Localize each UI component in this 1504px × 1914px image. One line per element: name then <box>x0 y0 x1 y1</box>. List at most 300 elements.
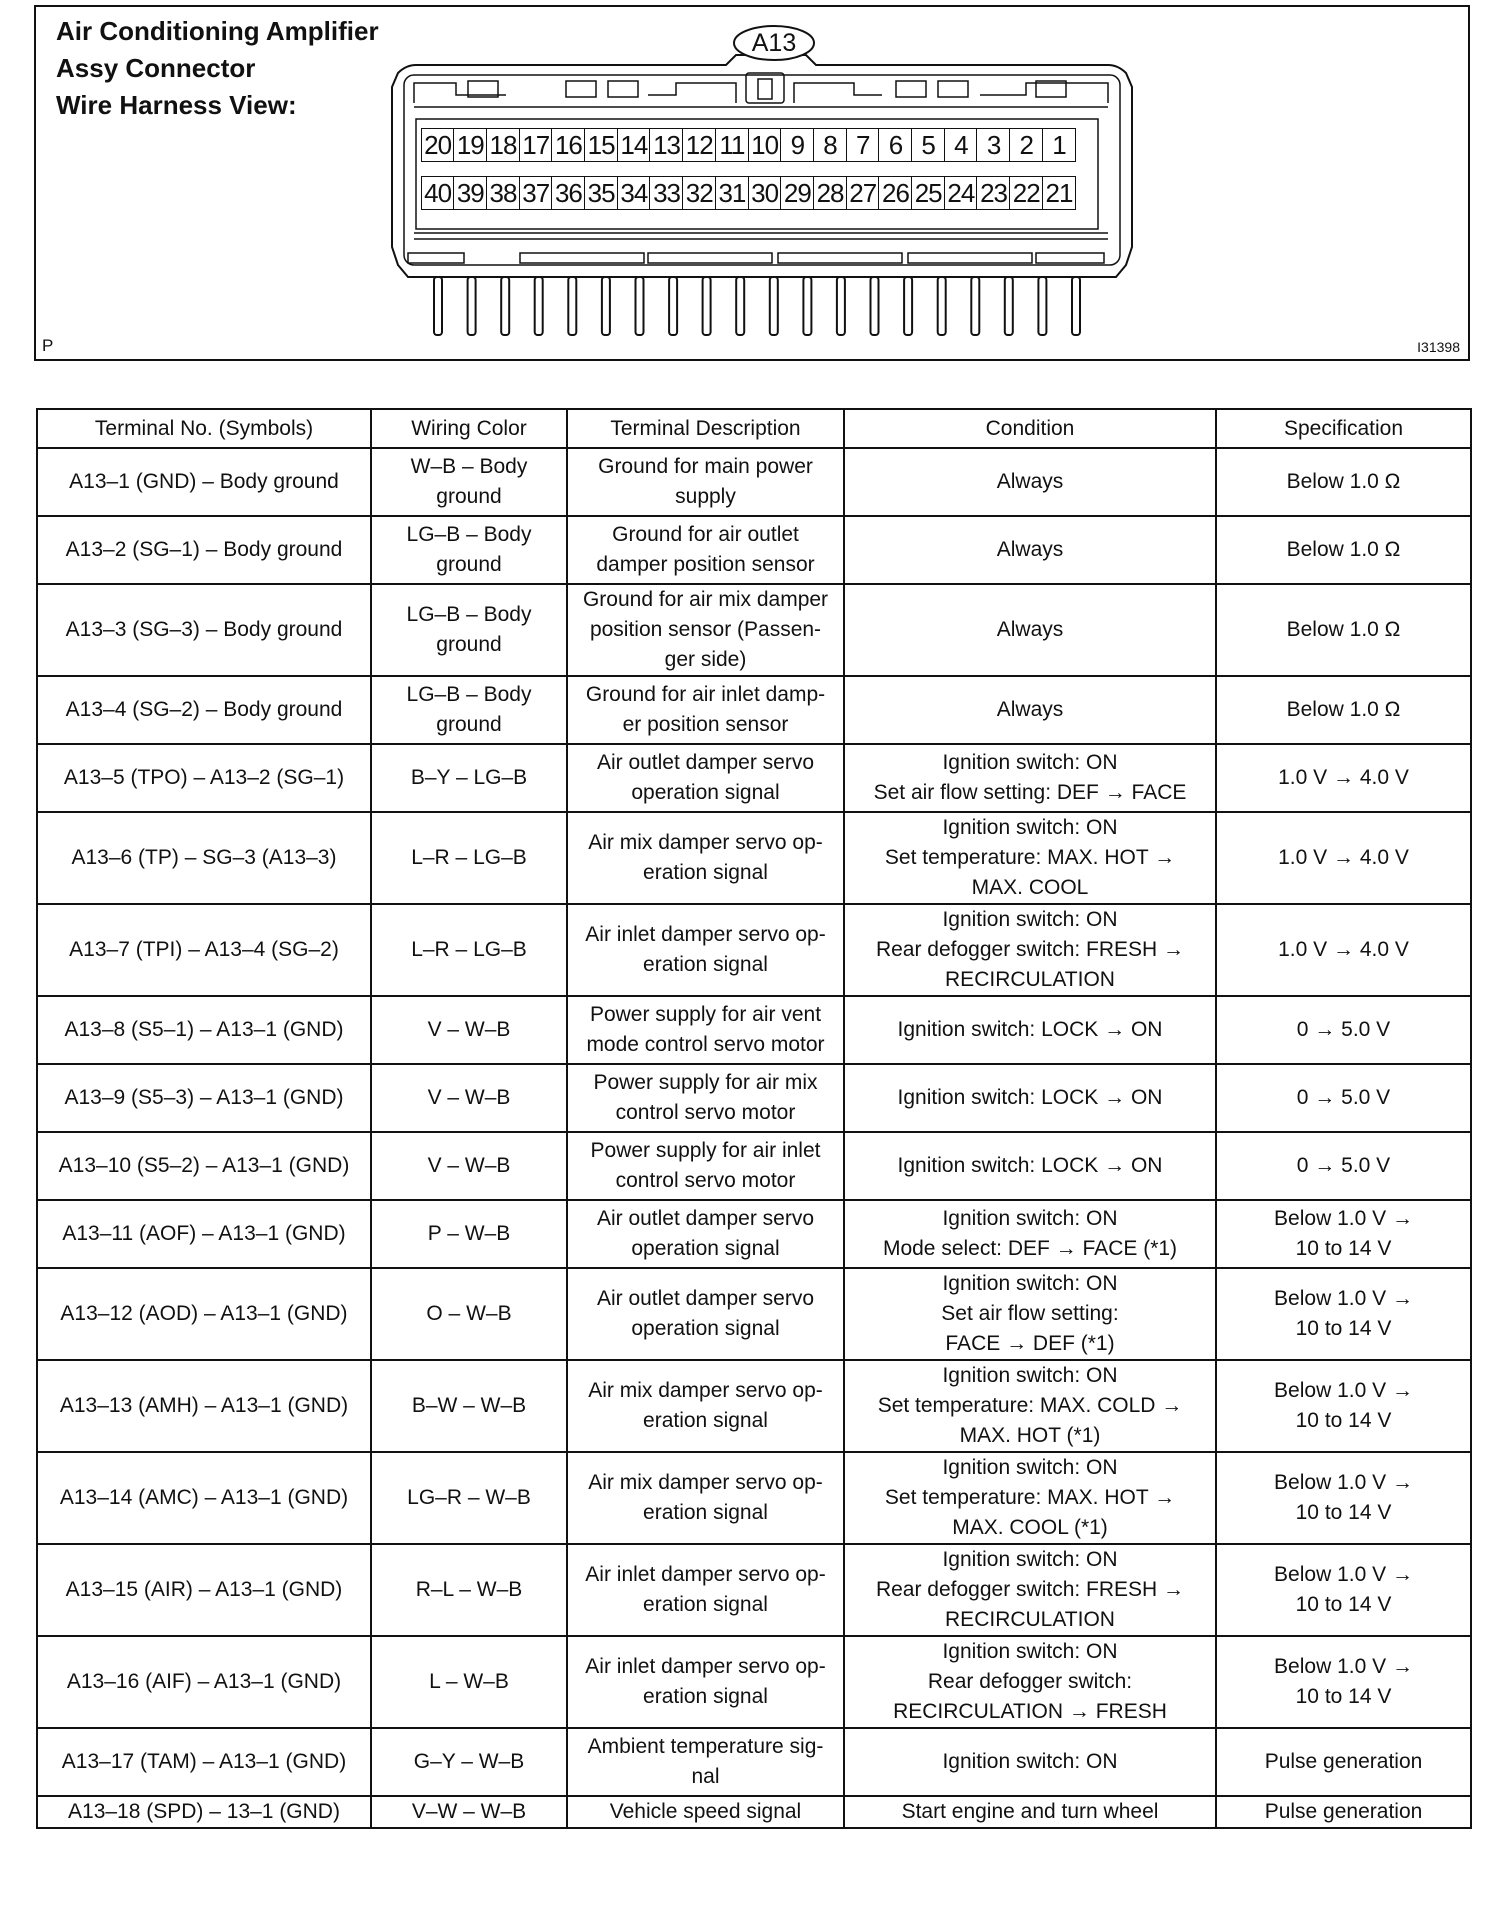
pin-number-cell: 9 <box>780 128 814 162</box>
cell-text-line: W–B – Body <box>410 455 528 478</box>
table-row <box>37 1200 1471 1268</box>
cell-text-line: Ignition switch: LOCK → ON <box>897 1018 1163 1041</box>
table-row <box>37 676 1471 744</box>
cell-terminal <box>37 1636 371 1728</box>
pin-number-cell: 1 <box>1042 128 1076 162</box>
cell-terminal <box>37 812 371 904</box>
cell-text-line: Ignition switch: ON <box>942 751 1118 774</box>
cell-text-line: Ignition switch: ON <box>942 1207 1118 1230</box>
cell-text-line: Set temperature: MAX. HOT → <box>884 846 1176 869</box>
cell-text-line: 1.0 V → 4.0 V <box>1278 766 1409 789</box>
cell-text-line: G–Y – W–B <box>413 1750 525 1773</box>
cell-condition <box>844 584 1216 676</box>
cell-text-line: 1.0 V → 4.0 V <box>1278 938 1409 961</box>
cell-terminal <box>37 676 371 744</box>
cell-terminal-description <box>567 744 844 812</box>
cell-specification <box>1216 1636 1471 1728</box>
cell-text-line: B–W – W–B <box>411 1394 527 1417</box>
cell-terminal-description <box>567 1200 844 1268</box>
cell-wiring-color <box>371 1544 567 1636</box>
pin-number-cell: 16 <box>551 128 585 162</box>
cell-terminal-description <box>567 1796 844 1828</box>
cell-text-line: 0 → 5.0 V <box>1296 1154 1391 1177</box>
cell-text-line: Ignition switch: ON <box>942 1272 1118 1295</box>
cell-text-line: operation signal <box>631 1237 780 1260</box>
cell-terminal <box>37 1360 371 1452</box>
pin-number-cell: 14 <box>617 128 651 162</box>
cell-text-line: Below 1.0 Ω <box>1286 698 1401 721</box>
cell-terminal-description <box>567 448 844 516</box>
cell-text-line: A13–10 (S5–2) – A13–1 (GND) <box>58 1154 350 1177</box>
header-wiring-color: Wiring Color <box>371 409 567 448</box>
table-row <box>37 1728 1471 1796</box>
cell-text-line: A13–8 (S5–1) – A13–1 (GND) <box>64 1018 344 1041</box>
cell-text-line: control servo motor <box>615 1169 796 1192</box>
table-row <box>37 584 1471 676</box>
cell-terminal-description <box>567 1268 844 1360</box>
pin-number-cell: 7 <box>846 128 880 162</box>
cell-terminal-description <box>567 812 844 904</box>
cell-text-line: supply <box>675 485 736 508</box>
cell-specification <box>1216 1268 1471 1360</box>
pin-number-cell: 38 <box>486 176 520 210</box>
pin-number-cell: 33 <box>649 176 683 210</box>
cell-text-line: Ignition switch: ON <box>942 1640 1118 1663</box>
cell-specification <box>1216 1796 1471 1828</box>
pin-number-cell: 30 <box>748 176 782 210</box>
cell-terminal-description <box>567 1636 844 1728</box>
cell-condition <box>844 516 1216 584</box>
connector-label: A13 <box>751 29 797 57</box>
pin-number-cell: 2 <box>1009 128 1043 162</box>
cell-text-line: ground <box>436 713 502 736</box>
pin-lead <box>501 277 509 335</box>
cell-wiring-color <box>371 1132 567 1200</box>
cell-condition <box>844 1636 1216 1728</box>
cell-wiring-color <box>371 1360 567 1452</box>
cell-text-line: Below 1.0 V → <box>1274 1563 1413 1586</box>
cell-specification <box>1216 584 1471 676</box>
cell-condition <box>844 448 1216 516</box>
cell-text-line: Ignition switch: ON <box>942 816 1118 839</box>
cell-terminal <box>37 1268 371 1360</box>
cell-text-line: eration signal <box>643 1685 768 1708</box>
cell-text-line: A13–13 (AMH) – A13–1 (GND) <box>59 1394 349 1417</box>
cell-text-line: Below 1.0 V → <box>1274 1379 1413 1402</box>
cell-text-line: A13–4 (SG–2) – Body ground <box>65 698 343 721</box>
cell-text-line: 0 → 5.0 V <box>1296 1018 1391 1041</box>
cell-text-line: position sensor (Passen- <box>589 618 822 641</box>
cell-text-line: L–R – LG–B <box>411 938 527 961</box>
cell-terminal <box>37 584 371 676</box>
pin-number-cell: 25 <box>911 176 945 210</box>
cell-text-line: FACE → DEF (*1) <box>945 1332 1115 1355</box>
cell-text-line: Pulse generation <box>1264 1800 1423 1823</box>
cell-text-line: Set temperature: MAX. HOT → <box>884 1486 1176 1509</box>
table-row <box>37 448 1471 516</box>
cell-text-line: Ground for air outlet <box>612 523 799 546</box>
cell-text-line: Ambient temperature sig- <box>587 1735 824 1758</box>
cell-specification <box>1216 1728 1471 1796</box>
pin-number-cell: 35 <box>584 176 618 210</box>
cell-text-line: A13–9 (S5–3) – A13–1 (GND) <box>64 1086 344 1109</box>
cell-terminal-description <box>567 1132 844 1200</box>
cell-terminal <box>37 516 371 584</box>
cell-text-line: V – W–B <box>427 1154 511 1177</box>
table-row <box>37 1132 1471 1200</box>
pin-lead <box>535 277 543 335</box>
pin-number-cell: 21 <box>1042 176 1076 210</box>
pin-lead <box>1038 277 1046 335</box>
cell-terminal-description <box>567 584 844 676</box>
pin-number-cell: 27 <box>846 176 880 210</box>
pin-number-cell: 18 <box>486 128 520 162</box>
cell-text-line: A13–1 (GND) – Body ground <box>69 470 339 493</box>
cell-terminal-description <box>567 996 844 1064</box>
cell-text-line: Pulse generation <box>1264 1750 1423 1773</box>
cell-text-line: MAX. COOL <box>971 876 1089 899</box>
pin-lead <box>837 277 845 335</box>
cell-text-line: L–R – LG–B <box>411 846 527 869</box>
cell-text-line: Air mix damper servo op- <box>588 1379 823 1402</box>
cell-text-line: mode control servo motor <box>586 1033 825 1056</box>
cell-wiring-color <box>371 1200 567 1268</box>
cell-condition <box>844 812 1216 904</box>
cell-condition <box>844 1728 1216 1796</box>
cell-terminal-description <box>567 676 844 744</box>
cell-condition <box>844 1360 1216 1452</box>
pin-lead <box>1005 277 1013 335</box>
cell-specification <box>1216 1132 1471 1200</box>
cell-text-line: Ignition switch: ON <box>942 1456 1118 1479</box>
cell-text-line: Ignition switch: ON <box>942 1750 1118 1773</box>
cell-text-line: Power supply for air mix <box>593 1071 818 1094</box>
cell-text-line: P – W–B <box>427 1222 511 1245</box>
cell-text-line: L – W–B <box>429 1670 509 1693</box>
cell-condition <box>844 1452 1216 1544</box>
cell-text-line: 1.0 V → 4.0 V <box>1278 846 1409 869</box>
pin-lead <box>669 277 677 335</box>
pin-number-cell: 36 <box>551 176 585 210</box>
cell-text-line: Rear defogger switch: FRESH → <box>875 938 1185 961</box>
cell-text-line: V–W – W–B <box>411 1800 527 1823</box>
cell-text-line: 10 to 14 V <box>1295 1593 1392 1616</box>
cell-text-line: Ignition switch: ON <box>942 1364 1118 1387</box>
cell-text-line: RECIRCULATION <box>945 968 1115 991</box>
cell-text-line: nal <box>691 1765 720 1788</box>
table-row <box>37 1796 1471 1828</box>
cell-wiring-color <box>371 1728 567 1796</box>
table-row <box>37 1064 1471 1132</box>
cell-text-line: Vehicle speed signal <box>609 1800 802 1823</box>
cell-condition <box>844 1544 1216 1636</box>
pin-number-cell: 22 <box>1009 176 1043 210</box>
cell-condition <box>844 1268 1216 1360</box>
cell-text-line: er position sensor <box>622 713 789 736</box>
cell-text-line: Set air flow setting: <box>941 1302 1119 1325</box>
cell-text-line: Air outlet damper servo <box>596 1287 815 1310</box>
cell-wiring-color <box>371 1064 567 1132</box>
cell-text-line: eration signal <box>643 1409 768 1432</box>
cell-terminal-description <box>567 516 844 584</box>
cell-text-line: 10 to 14 V <box>1295 1237 1392 1260</box>
connector-pin-leads <box>434 277 1080 335</box>
pin-lead <box>971 277 979 335</box>
cell-text-line: Power supply for air inlet <box>590 1139 821 1162</box>
cell-text-line: ger side) <box>664 648 747 671</box>
cell-condition <box>844 676 1216 744</box>
cell-wiring-color <box>371 904 567 996</box>
cell-terminal <box>37 1796 371 1828</box>
cell-wiring-color <box>371 1796 567 1828</box>
cell-text-line: Air outlet damper servo <box>596 1207 815 1230</box>
pin-lead <box>468 277 476 335</box>
cell-specification <box>1216 1360 1471 1452</box>
pin-number-cell: 8 <box>813 128 847 162</box>
cell-specification <box>1216 1452 1471 1544</box>
cell-wiring-color <box>371 676 567 744</box>
cell-text-line: Air inlet damper servo op- <box>585 1655 826 1678</box>
cell-text-line: V – W–B <box>427 1018 511 1041</box>
cell-text-line: A13–18 (SPD) – 13–1 (GND) <box>68 1800 340 1823</box>
cell-text-line: MAX. HOT (*1) <box>959 1424 1101 1447</box>
cell-condition <box>844 904 1216 996</box>
cell-terminal <box>37 448 371 516</box>
pin-lead <box>803 277 811 335</box>
cell-text-line: 10 to 14 V <box>1295 1317 1392 1340</box>
cell-condition <box>844 1064 1216 1132</box>
cell-terminal <box>37 1452 371 1544</box>
pin-lead <box>736 277 744 335</box>
cell-text-line: A13–3 (SG–3) – Body ground <box>65 618 343 641</box>
cell-text-line: Ignition switch: ON <box>942 1548 1118 1571</box>
pin-number-cell: 6 <box>878 128 912 162</box>
diagram-title-line: Air Conditioning Amplifier <box>56 16 379 46</box>
cell-text-line: Start engine and turn wheel <box>901 1800 1159 1823</box>
header-terminal-description: Terminal Description <box>567 409 844 448</box>
pin-number-cell: 26 <box>878 176 912 210</box>
pin-number-cell: 5 <box>911 128 945 162</box>
table-row <box>37 1544 1471 1636</box>
pin-lead <box>770 277 778 335</box>
table-row <box>37 812 1471 904</box>
pin-lead <box>602 277 610 335</box>
header-terminal: Terminal No. (Symbols) <box>37 409 371 448</box>
pin-lead <box>434 277 442 335</box>
cell-specification <box>1216 1544 1471 1636</box>
pin-row-bottom <box>422 176 1076 210</box>
cell-text-line: LG–B – Body <box>406 683 532 706</box>
cell-terminal-description <box>567 904 844 996</box>
cell-text-line: A13–15 (AIR) – A13–1 (GND) <box>65 1578 343 1601</box>
cell-terminal-description <box>567 1064 844 1132</box>
pin-number-cell: 19 <box>453 128 487 162</box>
connector-housing <box>392 55 1132 277</box>
cell-text-line: Below 1.0 Ω <box>1286 618 1401 641</box>
cell-text-line: Air outlet damper servo <box>596 751 815 774</box>
cell-text-line: A13–17 (TAM) – A13–1 (GND) <box>61 1750 347 1773</box>
cell-terminal <box>37 1728 371 1796</box>
cell-specification <box>1216 676 1471 744</box>
cell-specification <box>1216 996 1471 1064</box>
pin-number-cell: 32 <box>682 176 716 210</box>
cell-text-line: A13–16 (AIF) – A13–1 (GND) <box>66 1670 342 1693</box>
cell-text-line: Rear defogger switch: <box>927 1670 1133 1693</box>
cell-text-line: A13–6 (TP) – SG–3 (A13–3) <box>71 846 337 869</box>
cell-text-line: A13–11 (AOF) – A13–1 (GND) <box>62 1222 346 1245</box>
cell-wiring-color <box>371 744 567 812</box>
cell-text-line: Mode select: DEF → FACE (*1) <box>882 1237 1178 1260</box>
cell-specification <box>1216 812 1471 904</box>
cell-text-line: ground <box>436 485 502 508</box>
cell-text-line: LG–B – Body <box>406 603 532 626</box>
pin-number-cell: 40 <box>421 176 455 210</box>
cell-condition <box>844 744 1216 812</box>
cell-terminal <box>37 1200 371 1268</box>
pin-number-cell: 15 <box>584 128 618 162</box>
table-row <box>37 996 1471 1064</box>
cell-terminal <box>37 1544 371 1636</box>
pin-number-cell: 39 <box>453 176 487 210</box>
cell-text-line: ground <box>436 633 502 656</box>
cell-text-line: LG–R – W–B <box>407 1486 531 1509</box>
cell-specification <box>1216 448 1471 516</box>
pin-number-cell: 12 <box>682 128 716 162</box>
pin-lead <box>871 277 879 335</box>
cell-text-line: RECIRCULATION <box>945 1608 1115 1631</box>
cell-text-line: A13–7 (TPI) – A13–4 (SG–2) <box>69 938 339 961</box>
diagram-title-line: Assy Connector <box>56 53 256 83</box>
cell-text-line: Set air flow setting: DEF → FACE <box>873 781 1187 804</box>
cell-condition <box>844 996 1216 1064</box>
cell-condition <box>844 1796 1216 1828</box>
cell-terminal <box>37 904 371 996</box>
pin-lead <box>636 277 644 335</box>
pin-lead <box>703 277 711 335</box>
cell-text-line: Always <box>996 618 1064 641</box>
cell-condition <box>844 1132 1216 1200</box>
cell-specification <box>1216 1200 1471 1268</box>
cell-wiring-color <box>371 584 567 676</box>
cell-terminal-description <box>567 1452 844 1544</box>
cell-text-line: Ground for air inlet damp- <box>585 683 826 706</box>
cell-text-line: Below 1.0 V → <box>1274 1207 1413 1230</box>
cell-text-line: operation signal <box>631 781 780 804</box>
table-header-row <box>37 409 1471 448</box>
cell-terminal <box>37 1132 371 1200</box>
cell-specification <box>1216 516 1471 584</box>
pin-number-cell: 11 <box>715 128 749 162</box>
pin-number-cell: 24 <box>944 176 978 210</box>
table-row <box>37 1636 1471 1728</box>
cell-text-line: Always <box>996 698 1064 721</box>
cell-text-line: LG–B – Body <box>406 523 532 546</box>
table-row <box>37 1452 1471 1544</box>
cell-wiring-color <box>371 516 567 584</box>
cell-condition <box>844 1200 1216 1268</box>
pin-number-cell: 10 <box>748 128 782 162</box>
cell-text-line: Ignition switch: LOCK → ON <box>897 1086 1163 1109</box>
corner-mark: P <box>42 336 54 355</box>
cell-text-line: B–Y – LG–B <box>410 766 528 789</box>
pin-number-cell: 17 <box>519 128 553 162</box>
cell-text-line: damper position sensor <box>596 553 815 576</box>
cell-text-line: A13–2 (SG–1) – Body ground <box>65 538 343 561</box>
cell-terminal <box>37 996 371 1064</box>
table-row <box>37 904 1471 996</box>
pin-number-cell: 4 <box>944 128 978 162</box>
header-condition: Condition <box>844 409 1216 448</box>
cell-text-line: eration signal <box>643 861 768 884</box>
pin-number-cell: 28 <box>813 176 847 210</box>
cell-text-line: Air inlet damper servo op- <box>585 1563 826 1586</box>
pin-number-cell: 37 <box>519 176 553 210</box>
cell-text-line: Below 1.0 V → <box>1274 1287 1413 1310</box>
cell-specification <box>1216 1064 1471 1132</box>
pin-lead <box>904 277 912 335</box>
cell-wiring-color <box>371 1452 567 1544</box>
cell-text-line: operation signal <box>631 1317 780 1340</box>
cell-text-line: Always <box>996 538 1064 561</box>
cell-text-line: 0 → 5.0 V <box>1296 1086 1391 1109</box>
cell-terminal <box>37 744 371 812</box>
cell-text-line: 10 to 14 V <box>1295 1685 1392 1708</box>
diagram-title-line: Wire Harness View: <box>56 90 297 120</box>
cell-text-line: Below 1.0 V → <box>1274 1471 1413 1494</box>
cell-text-line: 10 to 14 V <box>1295 1501 1392 1524</box>
pin-row-top <box>422 128 1076 162</box>
cell-text-line: A13–5 (TPO) – A13–2 (SG–1) <box>63 766 345 789</box>
cell-text-line: Ignition switch: LOCK → ON <box>897 1154 1163 1177</box>
cell-wiring-color <box>371 996 567 1064</box>
cell-text-line: R–L – W–B <box>415 1578 523 1601</box>
cell-text-line: Air inlet damper servo op- <box>585 923 826 946</box>
cell-text-line: ground <box>436 553 502 576</box>
cell-text-line: Always <box>996 470 1064 493</box>
cell-text-line: eration signal <box>643 953 768 976</box>
cell-text-line: Set temperature: MAX. COLD → <box>877 1394 1183 1417</box>
cell-text-line: A13–14 (AMC) – A13–1 (GND) <box>59 1486 349 1509</box>
cell-specification <box>1216 904 1471 996</box>
pin-lead <box>1072 277 1080 335</box>
cell-text-line: Below 1.0 V → <box>1274 1655 1413 1678</box>
cell-wiring-color <box>371 448 567 516</box>
cell-wiring-color <box>371 1268 567 1360</box>
cell-text-line: RECIRCULATION → FRESH <box>893 1700 1167 1723</box>
table-row <box>37 744 1471 812</box>
pin-number-cell: 3 <box>976 128 1010 162</box>
cell-text-line: Rear defogger switch: FRESH → <box>875 1578 1185 1601</box>
cell-wiring-color <box>371 1636 567 1728</box>
cell-text-line: Ground for main power <box>598 455 813 478</box>
pin-number-cell: 34 <box>617 176 651 210</box>
terminal-spec-table <box>36 408 1472 1829</box>
table-row <box>37 516 1471 584</box>
cell-text-line: Air mix damper servo op- <box>588 831 823 854</box>
cell-specification <box>1216 744 1471 812</box>
pin-lead <box>938 277 946 335</box>
cell-text-line: Below 1.0 Ω <box>1286 538 1401 561</box>
table-body <box>37 448 1471 1828</box>
cell-text-line: Below 1.0 Ω <box>1286 470 1401 493</box>
cell-text-line: V – W–B <box>427 1086 511 1109</box>
pin-lead <box>568 277 576 335</box>
pin-number-cell: 29 <box>780 176 814 210</box>
cell-text-line: eration signal <box>643 1593 768 1616</box>
cell-text-line: Power supply for air vent <box>589 1003 822 1026</box>
cell-terminal-description <box>567 1360 844 1452</box>
cell-text-line: Ground for air mix damper <box>582 588 829 611</box>
